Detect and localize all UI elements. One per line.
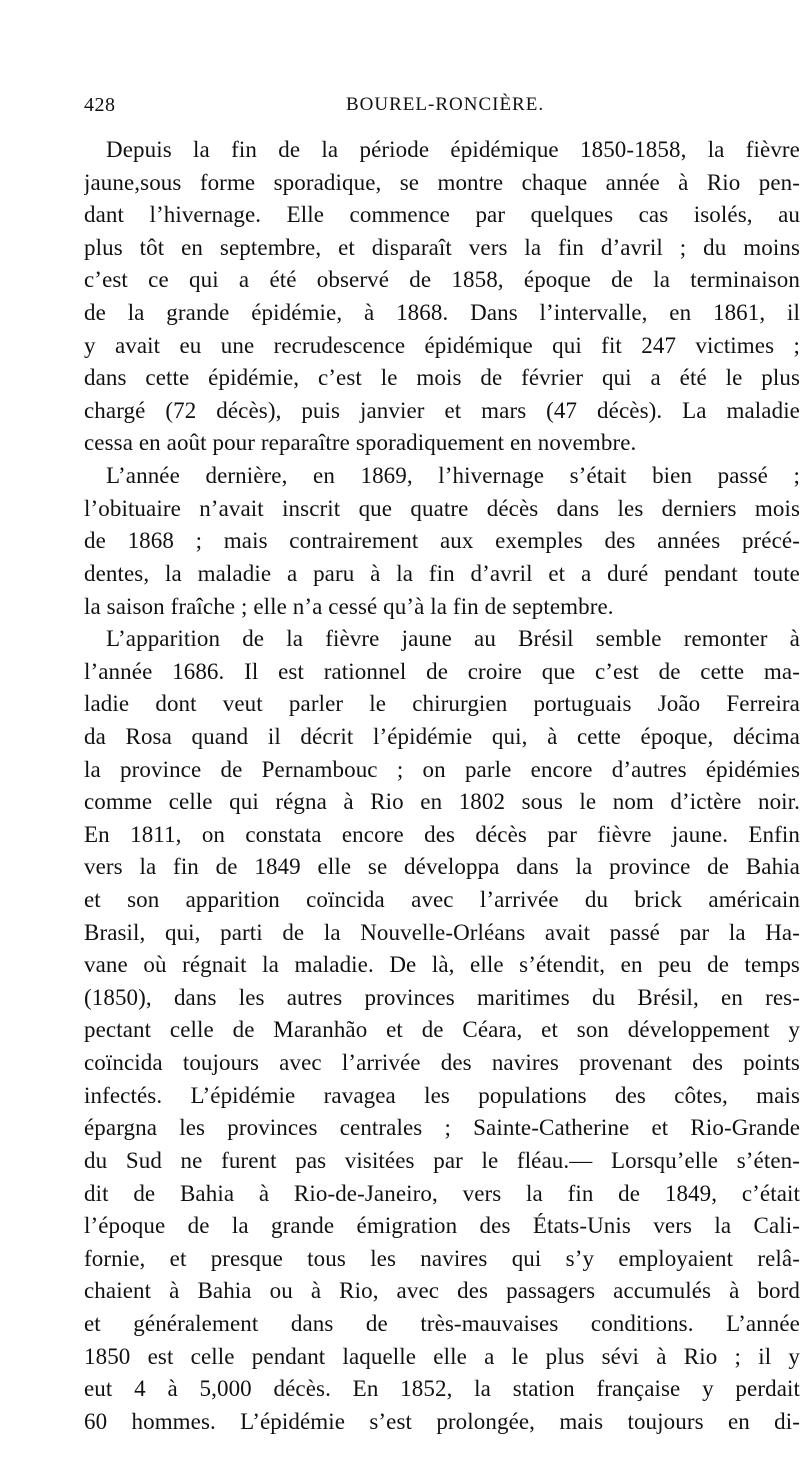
text-line: et généralement dans de très-mauvaises conditions. L’année <box>84 1310 800 1336</box>
text-line: du Sud ne furent pas visitées par le fléau.— Lorsqu’elle s’éten- <box>84 1147 800 1173</box>
text-line: Depuis la fin de la période épidémique 1850-1858, la fièvre <box>106 137 800 162</box>
text-line: L’année dernière, en 1869, l’hivernage s’était bien passé ; <box>106 463 800 489</box>
text-line: dit de Bahia à Rio-de-Janeiro, vers la fin de 1849, c’était <box>84 1180 800 1206</box>
text-line: comme celle qui régna à Rio en 1802 sous le nom d’ictère noir. <box>84 789 800 815</box>
text-line: vers la fin de 1849 elle se développa dans la province de Bahia <box>84 854 800 880</box>
page-number: 428 <box>84 94 116 116</box>
text-line: chaient à Bahia ou à Rio, avec des passagers accumulés à bord <box>84 1278 800 1304</box>
text-line: L’apparition de la fièvre jaune au Brésil semble remonter à <box>106 626 800 652</box>
text-line: fornie, et presque tous les navires qui s’y employaient relâ- <box>84 1245 800 1271</box>
text-line: l’obituaire n’avait inscrit que quatre décès dans les derniers mois <box>84 495 800 521</box>
text-line: eut 4 à 5,000 décès. En 1852, la station française y perdait <box>84 1376 800 1402</box>
body-text <box>84 134 800 1438</box>
text-line: plus tôt en septembre, et disparaît vers la fin d’avril ; du moins <box>84 234 800 260</box>
text-line: dentes, la maladie a paru à la fin d’avril et a duré pendant toute <box>84 560 800 586</box>
text-line: Brasil, qui, parti de la Nouvelle-Orléans avait passé par la Ha- <box>84 919 800 945</box>
text-line: la saison fraîche ; elle n’a cessé qu’à la fin de septembre. <box>84 593 614 619</box>
text-line: et son apparition coïncida avec l’arrivée du brick américain <box>84 887 800 913</box>
text-line: dant l’hivernage. Elle commence par quelques cas isolés, au <box>84 202 800 228</box>
text-line: cessa en août pour reparaître sporadiquement en novembre. <box>84 430 637 456</box>
text-line: pectant celle de Maranhão et de Céara, et son développement y <box>84 1017 800 1043</box>
text-line: dans cette épidémie, c’est le mois de février qui a été le plus <box>84 365 800 391</box>
text-line: da Rosa quand il décrit l’épidémie qui, à cette époque, décima <box>84 723 800 749</box>
text-line: vane où régnait la maladie. De là, elle s’étendit, en peu de temps <box>84 952 800 978</box>
text-line: l’époque de la grande émigration des États-Unis vers la Cali- <box>84 1213 800 1239</box>
text-line: l’année 1686. Il est rationnel de croire que c’est de cette ma- <box>84 658 800 684</box>
text-line: de la grande épidémie, à 1868. Dans l’intervalle, en 1861, il <box>84 300 800 326</box>
text-line: (1850), dans les autres provinces maritimes du Brésil, en res- <box>84 984 800 1010</box>
text-line: jaune,sous forme sporadique, se montre chaque année à Rio pen- <box>84 169 800 195</box>
running-header <box>84 94 800 124</box>
text-line: En 1811, on constata encore des décès par fièvre jaune. Enfin <box>84 821 800 847</box>
running-title: BOUREL-RONCIÈRE. <box>346 94 545 115</box>
text-line: chargé (72 décès), puis janvier et mars (47 décès). La maladie <box>84 397 800 423</box>
text-line: coïncida toujours avec l’arrivée des navires provenant des points <box>84 1050 800 1076</box>
text-line: de 1868 ; mais contrairement aux exemples des années précé- <box>84 528 800 554</box>
text-line: 1850 est celle pendant laquelle elle a le plus sévi à Rio ; il y <box>84 1343 800 1369</box>
text-line: épargna les provinces centrales ; Sainte-Catherine et Rio-Grande <box>84 1115 800 1141</box>
text-line: infectés. L’épidémie ravagea les populations des côtes, mais <box>84 1082 800 1108</box>
text-line: c’est ce qui a été observé de 1858, époque de la terminaison <box>84 267 800 293</box>
text-line: ladie dont veut parler le chirurgien portuguais João Ferreira <box>84 691 800 717</box>
text-line: y avait eu une recrudescence épidémique qui fit 247 victimes ; <box>84 332 800 358</box>
text-line: 60 hommes. L’épidémie s’est prolongée, mais toujours en di- <box>84 1408 800 1434</box>
text-line: la province de Pernambouc ; on parle encore d’autres épidémies <box>84 756 800 782</box>
